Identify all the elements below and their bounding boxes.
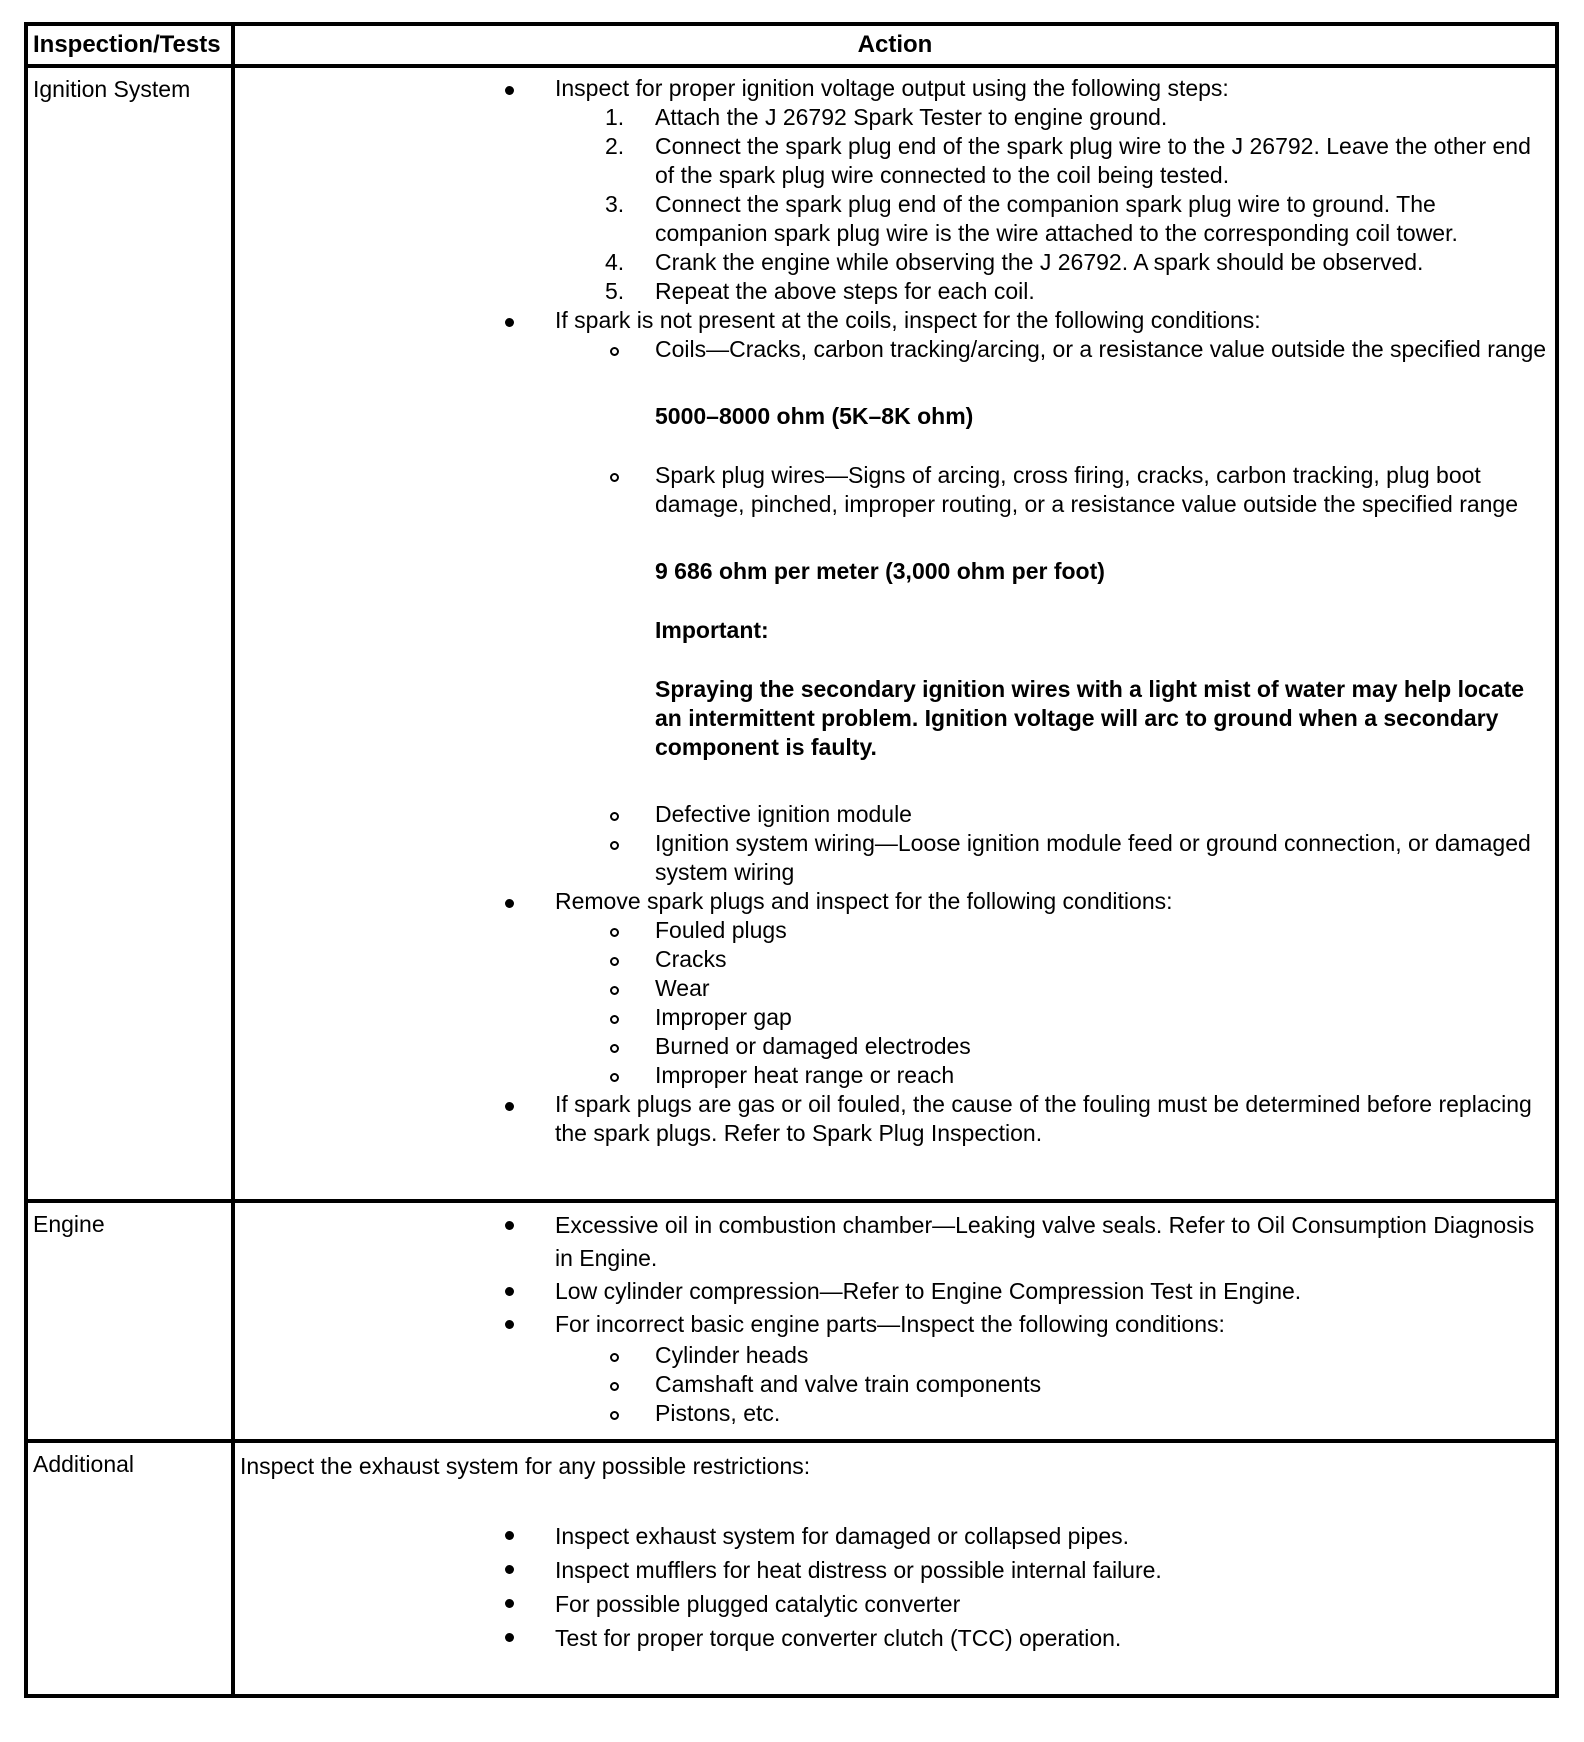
bullet-item	[235, 887, 1547, 1090]
bullet-item	[235, 1209, 1547, 1275]
bullet-text: Inspect mufflers for heat distress or possible internal failure.	[555, 1557, 1162, 1583]
bullet-text: For possible plugged catalytic converter	[555, 1591, 961, 1617]
bullet-text: If spark is not present at the coils, inspect for the following conditions:	[555, 307, 1261, 333]
bullet-text: For incorrect basic engine parts—Inspect the following conditions:	[555, 1311, 1225, 1337]
sub-list	[555, 335, 1547, 887]
sub-item	[555, 335, 1547, 431]
row-label-ignition-system: Ignition System	[26, 66, 233, 1201]
bullet-dot-icon	[505, 1221, 514, 1230]
sub-text: Camshaft and valve train components	[655, 1371, 1042, 1397]
circle-bullet-icon	[610, 957, 619, 966]
sub-item	[555, 1399, 1547, 1428]
sub-text: Burned or damaged electrodes	[655, 1033, 971, 1059]
additional-intro: Inspect the exhaust system for any possible restrictions:	[240, 1453, 811, 1479]
sub-text: Ignition system wiring—Loose ignition module feed or ground connection, or damaged system wiring	[655, 830, 1531, 885]
sub-text: Improper heat range or reach	[655, 1062, 955, 1088]
step-item: 2. Connect the spark plug end of the spark plug wire to the J 26792. Leave the other end of the spark plug wire connected to the coil being tested.	[605, 133, 1531, 188]
circle-bullet-icon	[610, 928, 619, 937]
row-label-additional: Additional	[26, 1441, 233, 1696]
bullet-text: Inspect exhaust system for damaged or collapsed pipes.	[555, 1523, 1130, 1549]
sub-text: Improper gap	[655, 1004, 792, 1030]
circle-bullet-icon	[610, 347, 619, 356]
bullet-item	[235, 1275, 1547, 1308]
circle-bullet-icon	[610, 812, 619, 821]
step-text: Repeat the above steps for each coil.	[655, 278, 1035, 304]
step-item: 3. Connect the spark plug end of the companion spark plug wire to ground. The companion spark plug wire is the wire attached to the corresponding coil tower.	[605, 191, 1458, 246]
bullet-text: Inspect for proper ignition voltage output using the following steps:	[555, 75, 1229, 101]
circle-bullet-icon	[610, 1382, 619, 1391]
header-inspection-tests: Inspection/Tests	[26, 24, 233, 66]
sub-item	[555, 974, 1547, 1003]
circle-bullet-icon	[610, 841, 619, 850]
sub-item	[555, 800, 1547, 829]
step-text: Connect the spark plug end of the spark plug wire to the J 26792. Leave the other end of the spark plug wire connected to the coil being tested.	[655, 133, 1531, 188]
circle-bullet-icon	[610, 1411, 619, 1420]
sub-list	[555, 1341, 1547, 1428]
inspection-table	[24, 22, 1559, 1698]
bullet-dot-icon	[505, 1531, 514, 1540]
sub-list	[555, 916, 1547, 1090]
sub-item	[555, 945, 1547, 974]
bullet-item	[235, 1090, 1547, 1148]
sub-item	[555, 1032, 1547, 1061]
header-action: Action	[233, 24, 1557, 66]
bullet-text: Excessive oil in combustion chamber—Leaking valve seals. Refer to Oil Consumption Diagnosis in Engine.	[555, 1212, 1535, 1271]
bullet-text: Remove spark plugs and inspect for the following conditions:	[555, 888, 1173, 914]
step-item: 4. Crank the engine while observing the J 26792. A spark should be observed.	[605, 249, 1424, 275]
bullet-item	[235, 1308, 1547, 1428]
bullet-item	[235, 1587, 1547, 1621]
bullet-text: Test for proper torque converter clutch (TCC) operation.	[555, 1625, 1122, 1651]
action-cell-ignition	[233, 66, 1557, 1201]
important-title: Important:	[655, 617, 769, 643]
sub-text: Pistons, etc.	[655, 1400, 781, 1426]
circle-bullet-icon	[610, 986, 619, 995]
additional-bullet-list	[235, 1519, 1547, 1655]
table-row-engine	[26, 1201, 1557, 1441]
sub-text: Defective ignition module	[655, 801, 912, 827]
bullet-item	[235, 306, 1547, 887]
bullet-dot-icon	[505, 1565, 514, 1574]
sub-text: Fouled plugs	[655, 917, 787, 943]
sub-text: Cylinder heads	[655, 1342, 809, 1368]
coil-resistance-spec: 5000–8000 ohm (5K–8K ohm)	[655, 403, 974, 429]
bullet-dot-icon	[505, 318, 514, 327]
table-header-row	[26, 24, 1557, 66]
bullet-dot-icon	[505, 1599, 514, 1608]
engine-bullet-list	[235, 1209, 1547, 1428]
step-text: Connect the spark plug end of the companion spark plug wire to ground. The companion spark plug wire is the wire attached to the corresponding coil tower.	[655, 191, 1458, 246]
bullet-text: Low cylinder compression—Refer to Engine Compression Test in Engine.	[555, 1278, 1302, 1304]
sub-item	[555, 829, 1547, 887]
circle-bullet-icon	[610, 1073, 619, 1082]
steps-list	[555, 103, 1547, 306]
sub-item	[555, 1061, 1547, 1090]
bullet-item	[235, 1553, 1547, 1587]
bullet-item	[235, 1621, 1547, 1655]
table-row-ignition-system	[26, 66, 1557, 1201]
bullet-item	[235, 74, 1547, 306]
wire-resistance-spec: 9 686 ohm per meter (3,000 ohm per foot)	[655, 558, 1105, 584]
circle-bullet-icon	[610, 1044, 619, 1053]
bullet-dot-icon	[505, 1633, 514, 1642]
step-item: 1. Attach the J 26792 Spark Tester to engine ground.	[605, 104, 1168, 130]
step-item: 5. Repeat the above steps for each coil.	[605, 278, 1035, 304]
sub-text: Coils—Cracks, carbon tracking/arcing, or a resistance value outside the specified range	[655, 336, 1547, 362]
circle-bullet-icon	[610, 1015, 619, 1024]
sub-item	[555, 461, 1547, 762]
bullet-dot-icon	[505, 899, 514, 908]
sub-item	[555, 1341, 1547, 1370]
action-cell-engine	[233, 1201, 1557, 1441]
circle-bullet-icon	[610, 473, 619, 482]
bullet-item	[235, 1519, 1547, 1553]
important-note: Spraying the secondary ignition wires with a light mist of water may help locate an intermittent problem. Ignition voltage will arc to ground when a secondary component is faulty.	[655, 676, 1525, 760]
bullet-dot-icon	[505, 1320, 514, 1329]
sub-item	[555, 1003, 1547, 1032]
sub-item	[555, 1370, 1547, 1399]
action-cell-additional	[233, 1441, 1557, 1696]
bullet-dot-icon	[505, 1102, 514, 1111]
step-text: Attach the J 26792 Spark Tester to engine ground.	[655, 104, 1168, 130]
sub-text: Spark plug wires—Signs of arcing, cross firing, cracks, carbon tracking, plug boot damage, pinched, improper routing, or a resistance value outside the specified range	[655, 462, 1519, 517]
sub-item	[555, 916, 1547, 945]
row-label-engine: Engine	[26, 1201, 233, 1441]
step-text: Crank the engine while observing the J 26792. A spark should be observed.	[655, 249, 1424, 275]
bullet-dot-icon	[505, 86, 514, 95]
circle-bullet-icon	[610, 1353, 619, 1362]
sub-text: Wear	[655, 975, 710, 1001]
bullet-text: If spark plugs are gas or oil fouled, the cause of the fouling must be determined before replacing the spark plugs. Refer to Spark Plug Inspection.	[555, 1091, 1532, 1146]
table-row-additional	[26, 1441, 1557, 1696]
bullet-dot-icon	[505, 1287, 514, 1296]
sub-text: Cracks	[655, 946, 727, 972]
ignition-bullet-list	[235, 74, 1547, 1148]
